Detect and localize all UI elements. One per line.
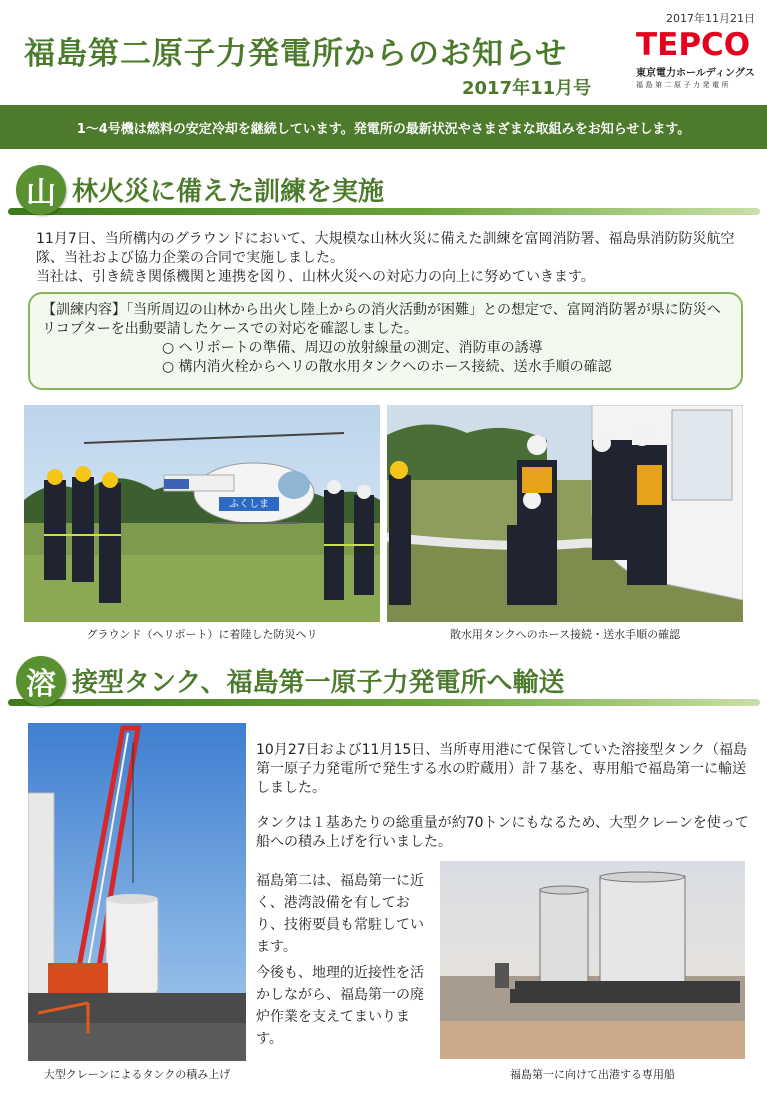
section2-para2: タンクは１基あたりの総重量が約70トンにもなるため、大型クレーンを使って船への積み上げを行いました。: [256, 815, 749, 850]
issue-date: 2017年11月21日: [666, 12, 755, 25]
logo-plant: 福島第二原子力発電所: [636, 81, 731, 89]
heli-label: ふくしま: [229, 499, 269, 510]
tepco-logo: [636, 28, 760, 90]
heading-bar: [8, 699, 760, 706]
heading-bar: [8, 208, 760, 215]
training-label: 【訓練内容】: [42, 302, 126, 318]
heading-initial: 山: [16, 165, 66, 215]
training-bullet-2: ○ 構内消火栓からヘリの散水用タンクへのホース接続、送水手順の確認: [162, 359, 612, 375]
heading-initial: 溶: [16, 656, 66, 706]
hose-connection-photo: [387, 405, 743, 622]
photo-caption: グラウンド（ヘリポート）に着陸した防災ヘリ: [86, 628, 318, 641]
crane-photo: [28, 723, 246, 1061]
section1-para1: 11月7日、当所構内のグラウンドにおいて、大規模な山林火災に備えた訓練を富岡消防署、福島県消防防災航空隊、当社および協力企業の合同で実施しました。: [36, 231, 735, 266]
section1-intro: [36, 230, 746, 287]
helicopter-photo: [24, 405, 380, 622]
section2-heading: [8, 656, 760, 712]
page-title: 福島第二原子力発電所からのお知らせ: [24, 36, 568, 72]
section2-para1: 10月27日および11月15日、当所専用港にて保管していた溶接型タンク（福島第一原子力発電所で発生する水の貯蔵用）計７基を、専用船で福島第一に輸送しました。: [256, 742, 747, 796]
issue-number: 2017年11月号: [462, 78, 592, 99]
photo-caption: 福島第一に向けて出港する専用船: [510, 1068, 675, 1081]
heading-title: 林火災に備えた訓練を実施: [72, 177, 385, 207]
heading-title: 接型タンク、福島第一原子力発電所へ輸送: [72, 668, 565, 698]
section2-para4: 今後も、地理的近接性を活かしながら、福島第一の廃炉作業を支えてまいります。: [256, 965, 424, 1047]
photo-caption: 大型クレーンによるタンクの積み上げ: [43, 1068, 231, 1081]
section1-para2: 当社は、引き続き関係機関と連携を図り、山林火災への対応力の向上に努めていきます。: [36, 269, 595, 285]
logo-mark: TEPCO: [636, 27, 751, 63]
training-box: [28, 292, 743, 390]
section1-heading: [8, 165, 760, 221]
photo-caption: 散水用タンクへのホース接続・送水手順の確認: [449, 628, 681, 641]
ship-photo: [440, 861, 745, 1059]
training-bullet-1: ○ ヘリポートの準備、周辺の放射線量の測定、消防車の誘導: [162, 340, 543, 356]
status-banner: 1～4号機は燃料の安定冷却を継続しています。発電所の最新状況やさまざまな取組みをお知らせします。: [0, 105, 767, 149]
training-description: 【訓練内容】「当所周辺の山林から出火し陸上からの消火活動が困難」との想定で、富岡消防署が県に防災ヘリコプターを出動要請したケースでの対応を確認しました。: [42, 302, 721, 337]
section2-para3: 福島第二は、福島第一に近く、港湾設備を有しており、技術要員も常駐しています。: [256, 873, 424, 955]
logo-company: 東京電力ホールディングス: [636, 68, 755, 79]
